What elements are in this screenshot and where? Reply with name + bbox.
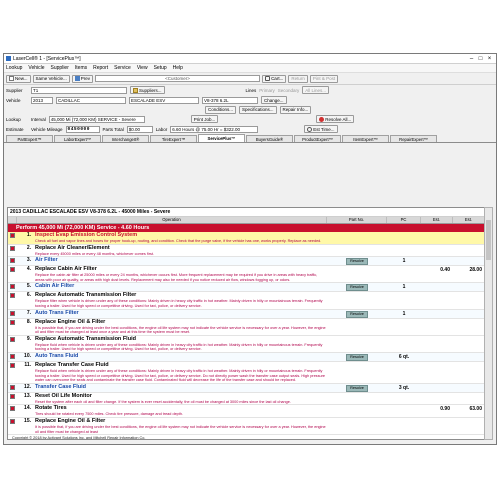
estimate-label: Estimate <box>6 126 24 132</box>
menu-report[interactable]: Report <box>93 65 109 71</box>
est-cost-cell <box>453 319 485 335</box>
menu-supplier[interactable]: Supplier <box>50 65 69 71</box>
partno-cell <box>327 266 387 282</box>
row-checkbox-cell <box>8 310 17 318</box>
new-label: New... <box>15 76 28 81</box>
print-post-button[interactable] <box>310 75 338 83</box>
print-post-label: Pint & Post <box>312 76 336 81</box>
pc-cell: 3 qt. <box>398 384 410 391</box>
row-checkbox[interactable] <box>10 246 15 251</box>
partno-cell <box>327 257 387 265</box>
labor-label: Labor <box>155 126 168 132</box>
row-number: 1. <box>26 232 31 238</box>
operation-name: Replace Air Cleaner/Element <box>35 244 110 251</box>
menu-help[interactable]: Help <box>172 65 183 71</box>
operation-name: Replace Automatic Transmission Fluid <box>35 335 136 342</box>
close-icon[interactable]: × <box>487 55 492 62</box>
menu-vehicle[interactable]: Vehicle <box>28 65 45 71</box>
pc-cell <box>387 405 421 417</box>
same-vehicle-button[interactable] <box>33 75 70 83</box>
grid-title: 2013 CADILLAC ESCALADE ESV V8-378 6.2L - 45000 Miles - Severe <box>8 208 485 217</box>
row-body <box>35 362 327 383</box>
row-number: 6. <box>26 292 31 299</box>
cart-button[interactable] <box>262 75 286 83</box>
pc-cell <box>387 319 421 335</box>
resolve-button[interactable]: Resolve <box>346 311 368 318</box>
operation-row[interactable] <box>8 319 485 336</box>
operation-name: Replace Engine Oil & Filter <box>35 417 106 424</box>
partno-cell <box>327 393 387 405</box>
operation-row[interactable] <box>8 245 485 258</box>
tab-interchangeit[interactable]: InterchangeIt® <box>102 135 149 142</box>
partno-cell <box>327 362 387 383</box>
est-hours-cell: 0.40 <box>440 267 450 274</box>
row-number: 5. <box>26 283 31 290</box>
row-checkbox-cell <box>8 257 17 265</box>
est-hours-cell <box>421 336 453 352</box>
partno-cell <box>327 353 387 361</box>
operation-row[interactable] <box>8 266 485 283</box>
operation-name: Replace Cabin Air Filter <box>35 266 97 273</box>
tab-serviceplus[interactable]: ServicePlus™ <box>198 134 245 142</box>
prev-button[interactable] <box>72 75 93 83</box>
row-body <box>35 245 327 257</box>
resolve-button[interactable]: Resolve <box>346 385 368 392</box>
vehicle-label: Vehicle <box>6 97 21 103</box>
est-hours-cell <box>421 393 453 405</box>
est-time-button[interactable] <box>304 125 337 133</box>
row-checkbox-cell <box>8 353 17 361</box>
clock-icon <box>307 127 312 132</box>
tab-buyersguide[interactable]: BuyersGuide® <box>246 135 293 142</box>
row-body <box>35 257 327 265</box>
all-lines-label: All Lines... <box>305 87 327 93</box>
est-hours-cell <box>421 319 453 335</box>
row-body <box>35 310 327 318</box>
specifications-label: Specifications... <box>242 107 274 112</box>
est-cost-cell <box>453 418 485 434</box>
operation-row[interactable] <box>8 418 485 435</box>
vehicle-mileage-label: Vehicle Mileage <box>31 126 63 132</box>
print-job-button[interactable] <box>191 115 219 123</box>
header-pc[interactable]: PC <box>387 217 421 223</box>
pc-cell <box>387 292 421 308</box>
row-body <box>35 283 327 291</box>
est-cost-cell: 63.00 <box>469 406 482 413</box>
prev-icon <box>75 76 80 81</box>
est-hours-cell <box>421 245 453 257</box>
part-row[interactable] <box>8 384 485 393</box>
conditions-button[interactable] <box>205 106 236 114</box>
row-checkbox[interactable] <box>10 267 15 272</box>
pc-cell <box>387 393 421 405</box>
resolve-icon <box>319 117 324 122</box>
est-cost-cell <box>453 353 485 361</box>
repair-info-label: Repair Info... <box>282 107 309 112</box>
operation-name: Inspect Evap Emission Control System <box>35 232 138 238</box>
row-checkbox-cell <box>8 245 17 257</box>
prev-label: Prev <box>80 76 91 81</box>
operation-name: Air Filter <box>35 257 58 264</box>
row-number: 7. <box>26 309 31 316</box>
est-cost-cell <box>453 283 485 291</box>
est-hours-cell: 0.90 <box>440 406 450 413</box>
est-cost-cell <box>453 257 485 265</box>
lines-label: Lines <box>245 87 257 93</box>
lookup-label: Lookup <box>6 116 21 122</box>
est-hours-cell <box>421 418 453 434</box>
resolve-button[interactable]: Resolve <box>346 258 368 265</box>
est-hours-cell <box>421 362 453 383</box>
suppliers-icon <box>133 88 138 93</box>
pc-cell <box>387 232 421 244</box>
header-est2[interactable]: Est. <box>453 217 485 223</box>
partno-cell <box>327 418 387 434</box>
row-number: 15. <box>24 417 31 424</box>
resolve-button[interactable]: Resolve <box>346 284 368 291</box>
est-hours-cell <box>421 283 453 291</box>
copyright-text: Copyright © 2018 by Activant Solutions Inc. and Mitchell Repair Information Co. <box>12 436 146 440</box>
supplier-row <box>4 85 496 95</box>
scrollbar-thumb[interactable] <box>486 220 491 260</box>
row-body <box>35 232 327 244</box>
row-checkbox[interactable] <box>10 311 15 316</box>
pc-cell: 1 <box>402 258 406 265</box>
return-label: Return <box>291 76 305 81</box>
est-cost-cell <box>453 393 485 405</box>
tab-laborexpert[interactable]: LaborExpert™ <box>54 135 101 142</box>
est-hours-cell <box>421 232 453 244</box>
row-checkbox[interactable] <box>10 354 15 359</box>
minimize-icon[interactable]: – <box>469 55 474 62</box>
year-select[interactable]: 2013 <box>31 97 53 104</box>
row-checkbox-cell <box>8 405 17 417</box>
operation-name: Auto Trans Filter <box>35 309 79 316</box>
same-vehicle-label: Same Vehicle... <box>35 76 67 81</box>
menu-service[interactable]: Service <box>114 65 131 71</box>
menu-lookup[interactable]: Lookup <box>6 65 23 71</box>
row-checkbox-cell <box>8 384 17 392</box>
row-checkbox[interactable] <box>10 419 15 424</box>
partno-cell <box>327 384 387 392</box>
row-checkbox-cell <box>8 319 17 335</box>
est-hours-cell <box>421 292 453 308</box>
app-icon <box>6 56 11 61</box>
partno-cell <box>327 292 387 308</box>
pc-cell: 1 <box>402 284 406 291</box>
est-hours-cell <box>421 310 453 318</box>
row-checkbox-cell <box>8 283 17 291</box>
secondary-radio[interactable]: Secondary <box>277 87 300 93</box>
header-operation[interactable]: Operation <box>17 217 327 223</box>
parts-total-value: $0.00 <box>127 126 153 133</box>
part-row[interactable] <box>8 353 485 362</box>
partno-cell <box>327 319 387 335</box>
row-number: 12. <box>24 383 31 390</box>
operation-description: Replace fluid when vehicle is driven under any of these conditions: Mainly driven in heavy city traffic in hot weather. Mainly driven in hilly or mountainous terrain. Frequently towing a trailer. Used for high speed or competitive driving. Used for taxi, police, or delivery service. Do not directly power wash the transfer case output seals. High pressure water can overcome the seals and contaminate the transfer case fluid. Contaminated fluid will decrease the life of the transfer case and should be replaced. <box>35 368 325 383</box>
window-title: LaserCell® 1 - [ServicePlus™] <box>13 55 81 62</box>
change-button[interactable] <box>261 96 287 104</box>
operation-name: Auto Trans Fluid <box>35 352 79 359</box>
operation-row[interactable] <box>8 393 485 406</box>
est-time-label: Est Time... <box>313 126 335 132</box>
part-row[interactable] <box>8 310 485 319</box>
parts-total-label: Parts Total <box>102 126 124 132</box>
row-body <box>35 336 327 352</box>
row-number: 14. <box>24 405 31 412</box>
row-body <box>35 384 327 392</box>
row-checkbox[interactable] <box>10 363 15 368</box>
pc-cell <box>387 362 421 383</box>
tab-itemexpert[interactable]: ItemExpert™ <box>342 135 389 142</box>
operation-description: Tires should be rotated every 7500 miles. Check tire pressure, damage and tread depth. <box>35 412 184 417</box>
header-check <box>8 217 17 223</box>
operation-row[interactable] <box>8 232 485 245</box>
est-cost-cell <box>453 310 485 318</box>
repair-info-button[interactable] <box>280 106 312 114</box>
pc-cell <box>387 418 421 434</box>
row-checkbox[interactable] <box>10 284 15 289</box>
operation-description: It is possible that, if you are driving under the best conditions, the engine oil life system may not indicate the vehicle service is necessary for over a year. However, the engine oil and filter must be changed at least <box>35 424 326 434</box>
row-checkbox-cell <box>8 232 17 244</box>
specifications-button[interactable] <box>239 106 277 114</box>
est-cost-cell <box>453 232 485 244</box>
partno-cell <box>327 336 387 352</box>
cart-label: Cart... <box>271 76 284 81</box>
row-checkbox[interactable] <box>10 385 15 390</box>
row-checkbox[interactable] <box>10 293 15 298</box>
print-job-label: Print Job... <box>193 116 216 122</box>
resolve-button[interactable]: Resolve <box>346 354 368 361</box>
pc-cell: 1 <box>402 310 406 317</box>
interval-label: Interval <box>31 116 46 122</box>
app-window <box>3 53 497 445</box>
est-hours-cell <box>421 384 453 392</box>
operation-description: Replace fluid when vehicle is driven under any of these conditions: Mainly driven in heavy city traffic in hot weather. Mainly driven in hilly or mountainous terrain. Frequently towing a trailer. Used for high speed or competitive driving. Used for taxi, police, or delivery service. <box>35 342 323 352</box>
header-partno[interactable]: Part No. <box>327 217 387 223</box>
pc-cell <box>387 336 421 352</box>
est-cost-cell <box>453 292 485 308</box>
row-checkbox[interactable] <box>10 406 15 411</box>
model-select[interactable]: ESCALADE ESV <box>129 97 199 104</box>
est-hours-cell <box>421 353 453 361</box>
row-checkbox[interactable] <box>10 258 15 263</box>
maximize-icon[interactable]: □ <box>478 55 483 62</box>
vehicle-row <box>4 95 496 105</box>
row-checkbox[interactable] <box>10 233 15 238</box>
customer-field[interactable]: <Customer> <box>95 75 260 82</box>
row-checkbox-cell <box>8 418 17 434</box>
pc-cell <box>387 266 421 282</box>
row-checkbox-cell <box>8 362 17 383</box>
labor-value: 6.60 Hours @ 75.00 Hr = $322.00 <box>170 126 258 133</box>
partno-cell <box>327 310 387 318</box>
grid-header <box>8 217 485 224</box>
tab-tireexpert[interactable]: TireExpert™ <box>150 135 197 142</box>
main-toolbar <box>4 73 496 85</box>
operation-row[interactable] <box>8 362 485 384</box>
suppliers-button[interactable] <box>130 86 165 94</box>
operation-name: Transfer Case Fluid <box>35 383 87 390</box>
supplier-label: Supplier <box>6 87 23 93</box>
row-checkbox-cell <box>8 336 17 352</box>
row-number: 4. <box>26 266 31 273</box>
operation-name: Rotate Tires <box>35 405 67 412</box>
tab-partexpert[interactable]: PartExpert™ <box>6 135 53 142</box>
menu-items[interactable]: Items <box>74 65 88 71</box>
make-select[interactable]: CADILLAC <box>56 97 126 104</box>
menu-bar <box>4 64 496 73</box>
tab-repairexpert[interactable]: RepairExpert™ <box>390 135 437 142</box>
all-lines-button[interactable] <box>302 86 329 94</box>
menu-setup[interactable]: Setup <box>153 65 167 71</box>
row-checkbox[interactable] <box>10 337 15 342</box>
tab-productexpert[interactable]: ProductExpert™ <box>294 135 341 142</box>
partno-cell <box>327 232 387 244</box>
pc-cell <box>387 245 421 257</box>
operation-row[interactable] <box>8 292 485 309</box>
est-cost-cell: 28.00 <box>469 267 482 274</box>
operation-description: Reset the system after each oil and filter change. If the system is ever reset accidentally, the oil must be changed at 3000 miles since the last oil change. <box>35 399 291 404</box>
estimate-row <box>4 124 496 134</box>
title-bar <box>4 54 496 64</box>
est-cost-cell <box>453 245 485 257</box>
change-label: Change... <box>264 97 284 103</box>
row-body <box>35 393 327 405</box>
operation-list <box>8 232 485 435</box>
vertical-scrollbar[interactable] <box>484 207 493 440</box>
partno-cell <box>327 405 387 417</box>
suppliers-label: Suppliers... <box>139 87 162 93</box>
row-body <box>35 353 327 361</box>
mileage-field[interactable]: 0450000 <box>66 126 100 133</box>
part-row[interactable] <box>8 257 485 266</box>
est-cost-cell <box>453 336 485 352</box>
tab-strip <box>4 134 496 143</box>
interval-select[interactable]: 45,000 Mi (72,000 KM) SERVICE - Severe <box>49 116 145 123</box>
service-grid <box>7 207 486 440</box>
est-hours-cell <box>421 257 453 265</box>
est-cost-cell <box>453 362 485 383</box>
operation-description: Replace the cabin air filter at 25000 miles or every 24 months, whichever occurs first. More frequent replacement may be required if you drive in areas with heavy traffic, areas with poor air quality, or areas with high dust levels. Replacement may also be needed if you notice reduced air flow, windows fogging up, or odors. <box>35 273 318 282</box>
supplier-select[interactable]: T1 <box>31 87 127 94</box>
row-checkbox[interactable] <box>10 394 15 399</box>
row-body <box>35 405 327 417</box>
new-button[interactable] <box>6 75 31 83</box>
row-number: 10. <box>24 352 31 359</box>
vehicle-actions-row <box>4 105 496 114</box>
operation-name: Reset Oil Life Monitor <box>35 392 92 399</box>
operation-description: Replace filter when vehicle is driven under any of these conditions: Mainly driven in heavy city traffic in hot weather. Mainly driven in hilly or mountainous terrain. Frequently towing a trailer. Used for high speed or competitive driving. Used for taxi, police, or delivery service. <box>35 299 323 308</box>
operation-row[interactable] <box>8 405 485 418</box>
menu-view[interactable]: View <box>136 65 148 71</box>
cart-icon <box>265 76 270 81</box>
pc-cell: 6 qt. <box>398 353 410 360</box>
row-number: 9. <box>26 335 31 342</box>
partno-cell <box>327 283 387 291</box>
row-checkbox-cell <box>8 393 17 405</box>
row-body <box>35 319 327 335</box>
operation-description: It is possible that, if you are driving under the best conditions, the engine oil life system may not indicate the vehicle service is necessary for over a year. However, the engine oil and filter must be changed at least once a year and at this time the system must be reset. <box>35 325 326 335</box>
conditions-label: Conditions... <box>208 107 234 112</box>
resolve-all-label: Resolve All... <box>325 116 352 122</box>
row-number: 3. <box>26 257 31 264</box>
engine-select[interactable]: V8-378 6.2L <box>202 97 258 104</box>
operation-name: Replace Engine Oil & Filter <box>35 318 106 325</box>
primary-radio[interactable]: Primary <box>259 87 275 93</box>
row-number: 11. <box>24 361 31 368</box>
row-checkbox[interactable] <box>10 320 15 325</box>
operation-description: Replace every 45000 miles or every 48 months, whichever comes first. <box>35 251 155 256</box>
operation-description: Check all fuel and vapor lines and hoses for proper hook-up, routing, and condition. Check that the purge valve, if the vehicle has one, works properly. Replace as needed. <box>35 239 322 243</box>
part-row[interactable] <box>8 283 485 292</box>
row-checkbox-cell <box>8 266 17 282</box>
row-body <box>35 266 327 282</box>
operation-name: Replace Automatic Transmission Filter <box>35 292 137 299</box>
row-body <box>35 292 327 308</box>
operation-name: Replace Transfer Case Fluid <box>35 361 109 368</box>
est-cost-cell <box>453 384 485 392</box>
operation-row[interactable] <box>8 336 485 353</box>
lookup-row <box>4 114 496 124</box>
row-number: 13. <box>24 392 31 399</box>
return-button[interactable] <box>288 75 308 83</box>
service-interval-title: Perform 45,000 Mi (72,000 KM) Service - 4.60 Hours <box>8 224 485 232</box>
row-checkbox-cell <box>8 292 17 308</box>
operation-name: Cabin Air Filter <box>35 283 75 290</box>
partno-cell <box>327 245 387 257</box>
header-est1[interactable]: Est. <box>421 217 453 223</box>
document-icon <box>9 76 14 81</box>
row-number: 8. <box>26 318 31 325</box>
row-number: 2. <box>26 244 31 251</box>
row-body <box>35 418 327 434</box>
resolve-all-button[interactable] <box>316 115 354 123</box>
